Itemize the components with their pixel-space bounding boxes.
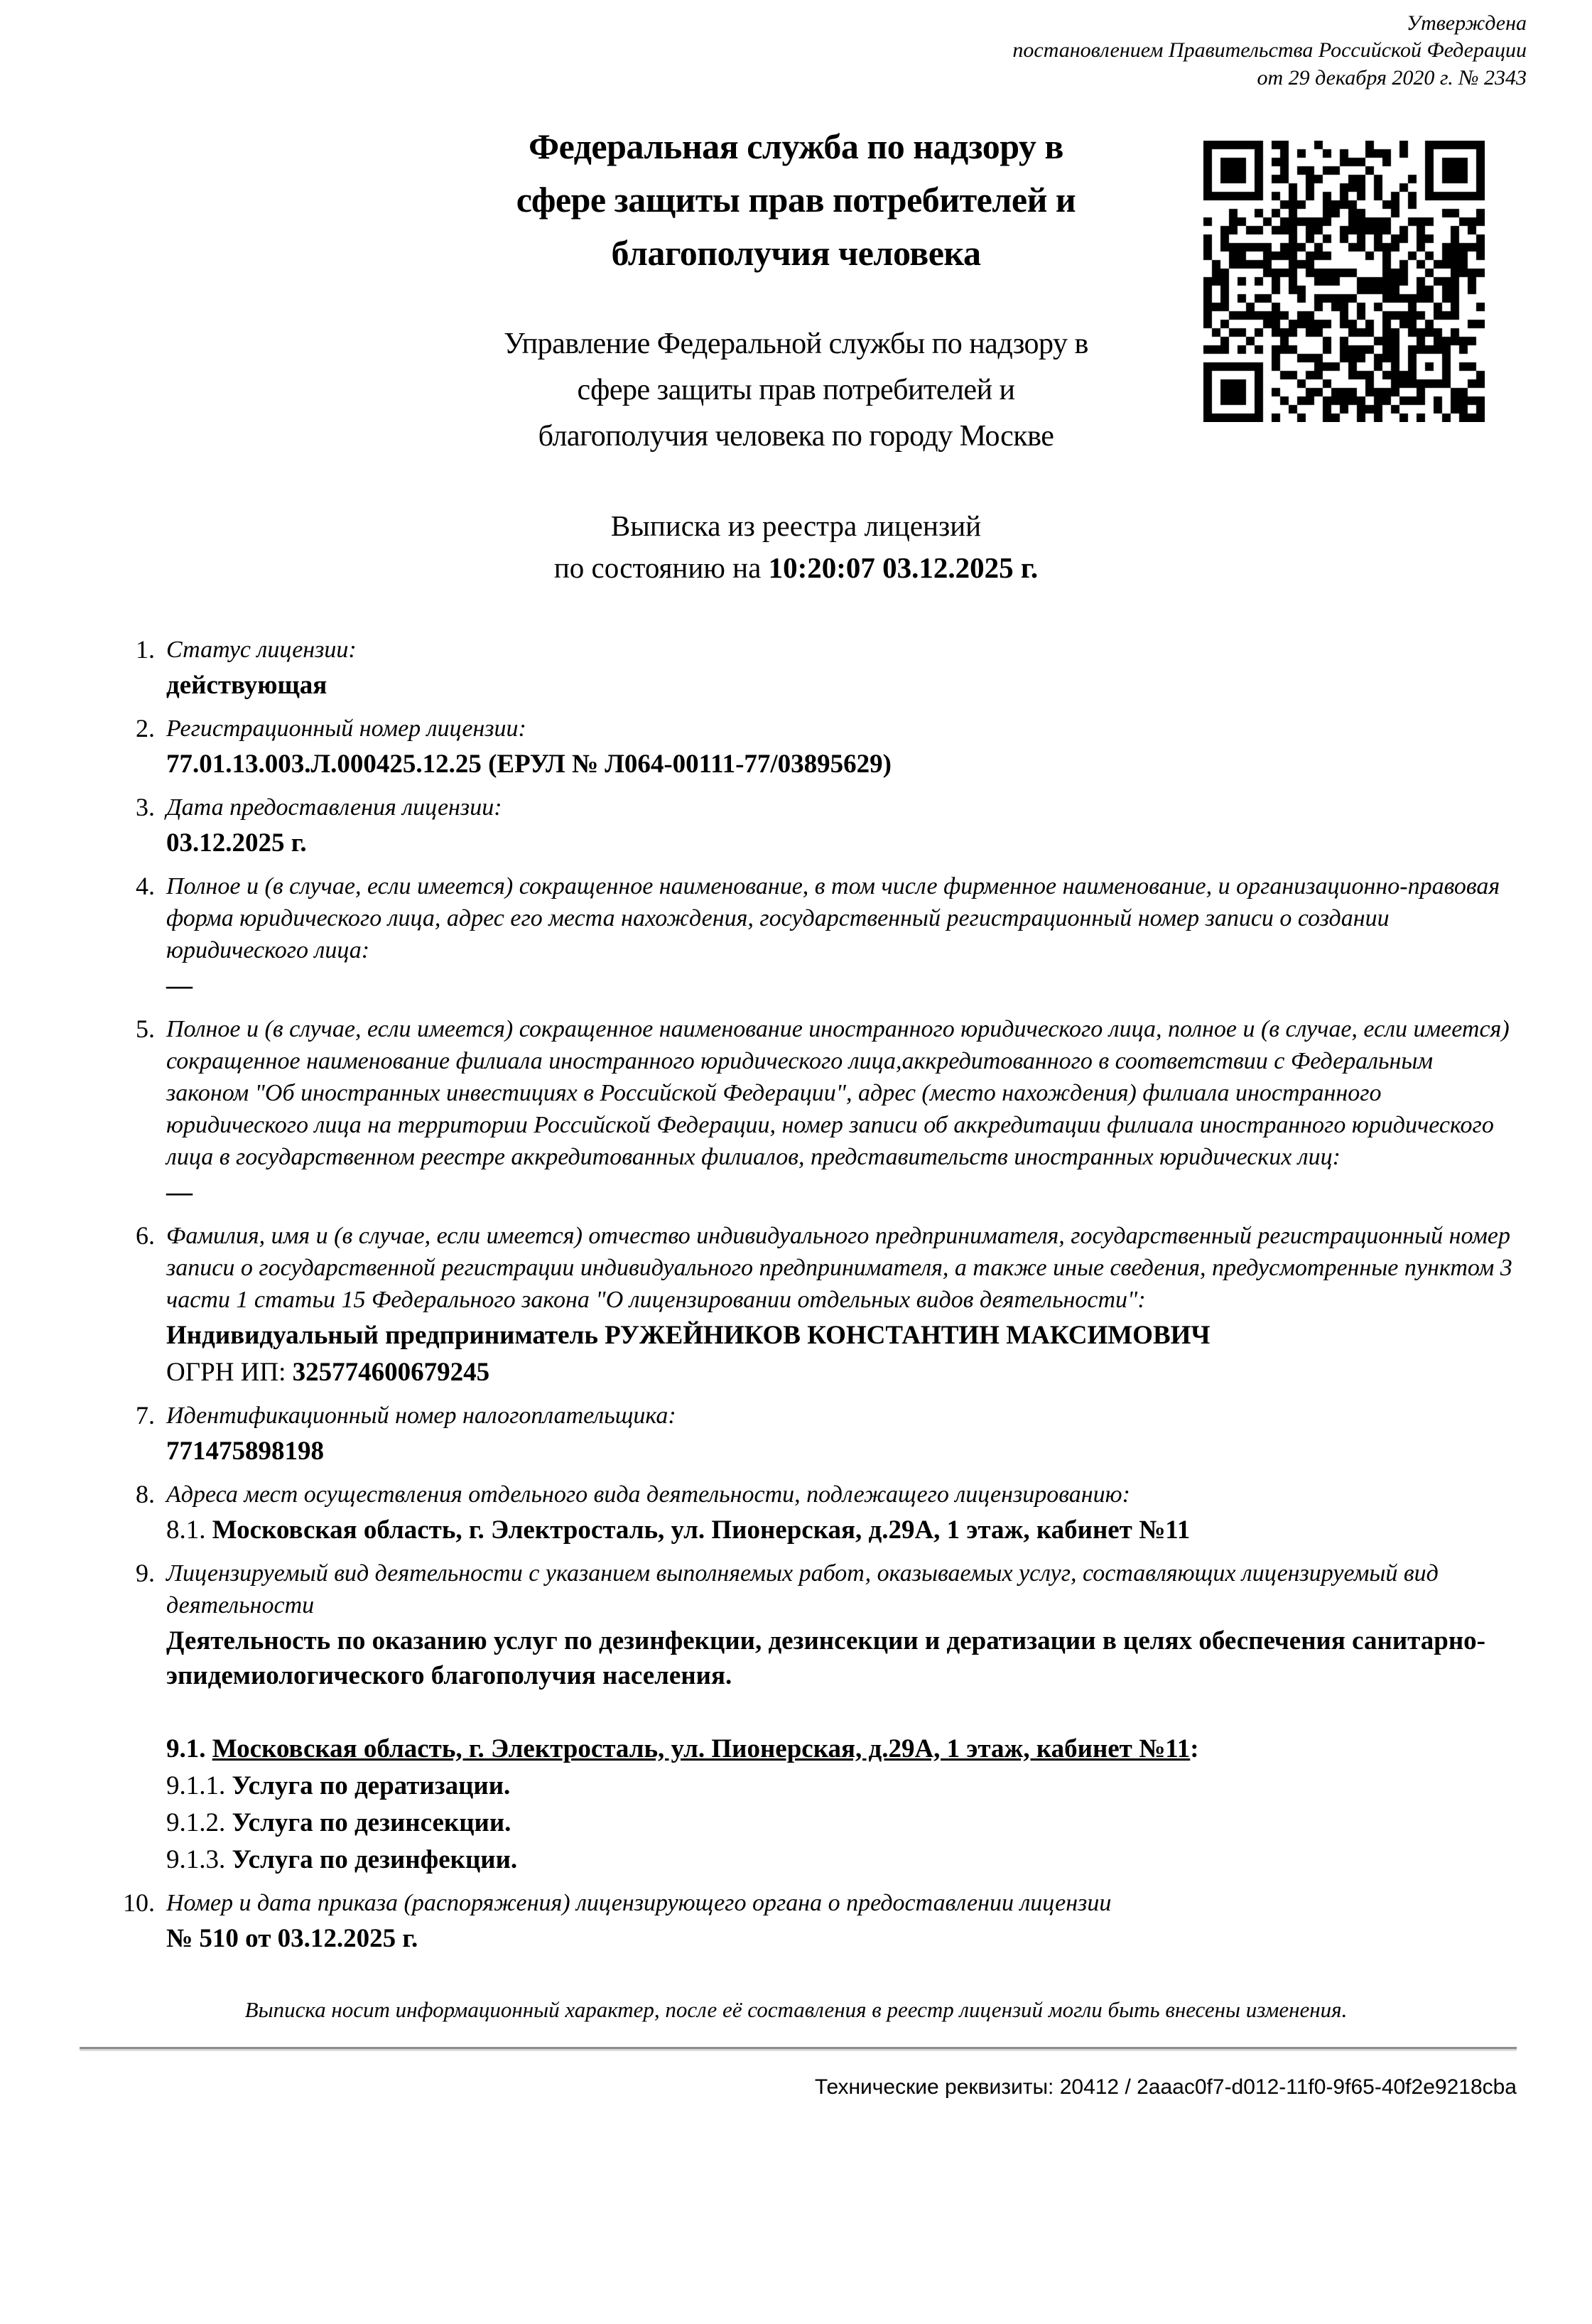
list-item-value xyxy=(166,968,1513,1003)
list-item-label: Фамилия, имя и (в случае, если имеется) отчество индивидуального предпринимателя, государственный регистрационный номер записи о государственной регистрации индивидуального предпринимателя, а также иные сведения, предусмотренные пунктом 3 части 1 статьи 15 Федерального закона "О лицензировании отдельных видов деятельности": xyxy=(166,1222,1512,1313)
list-item-content xyxy=(166,1220,1513,1390)
list-item-content xyxy=(166,1887,1513,1956)
list-item-value xyxy=(166,1513,1513,1547)
list-item-value xyxy=(166,1355,1513,1390)
value-segment: Услуга по дезинсекции. xyxy=(232,1807,511,1837)
list-item-value xyxy=(166,1434,1513,1469)
approval-note-line: от 29 декабря 2020 г. № 2343 xyxy=(1257,65,1527,90)
list-item-label: Полное и (в случае, если имеется) сокращенное наименование иностранного юридического лица, полное и (в случае, если имеется) сокращенное наименование филиала иностранного юридического лица,аккредитованного в соответствии с Федеральным законом "Об иностранных инвестициях в Российской Федерации", адрес (место нахождения) филиала иностранного юридического лица на территории Российской Федерации, номер записи об аккредитации филиала иностранного юридического лица в государственном реестре аккредитованных филиалов, представительств иностранных юридических лиц: xyxy=(166,1015,1510,1170)
value-segment: 8.1. xyxy=(166,1515,212,1545)
value-segment: Индивидуальный предприниматель РУЖЕЙНИКОВ КОНСТАНТИН МАКСИМОВИЧ xyxy=(166,1320,1211,1350)
list-item-number: 6. xyxy=(136,1221,155,1250)
title-date-prefix: по состоянию на xyxy=(553,551,769,584)
list-item xyxy=(98,791,1514,860)
value-segment: 03.12.2025 г. xyxy=(166,828,307,858)
list-item-label: Статус лицензии: xyxy=(166,636,357,663)
value-segment: 77.01.13.003.Л.000425.12.25 (ЕРУЛ № Л064-00111-77/03895629) xyxy=(166,749,892,779)
list-item-content xyxy=(166,634,1513,703)
list-item-value xyxy=(166,1318,1513,1353)
list-item-content xyxy=(166,1400,1513,1469)
list-item-value xyxy=(166,668,1513,703)
list-item xyxy=(98,1887,1514,1956)
agency-department-line: Управление Федеральной службы по надзору в xyxy=(504,328,1088,361)
value-segment: 9.1.2. xyxy=(166,1807,232,1837)
agency-department-line: сфере защиты прав потребителей и xyxy=(577,374,1015,407)
value-segment: Услуга по дератизации. xyxy=(232,1771,511,1800)
list-item-label: Номер и дата приказа (распоряжения) лицензирующего органа о предоставлении лицензии xyxy=(166,1889,1112,1916)
list-item xyxy=(98,1013,1514,1210)
value-segment: 771475898198 xyxy=(166,1436,324,1466)
value-segment: ОГРН ИП: xyxy=(166,1357,293,1387)
list-item-value xyxy=(166,1842,1513,1877)
list-item-number: 8. xyxy=(136,1479,155,1508)
list-item-value xyxy=(166,826,1513,860)
value-segment: Деятельность по оказанию услуг по дезинфекции, дезинсекции и дератизации в целях обеспечения санитарно-эпидемиологического благополучия населения. xyxy=(166,1626,1485,1690)
agency-name-line: Федеральная служба по надзору в xyxy=(529,126,1063,167)
approval-note xyxy=(0,0,1592,92)
approval-note-line: постановлением Правительства Российской Федерации xyxy=(1012,38,1527,63)
list-item xyxy=(98,1400,1514,1469)
value-segment: 9.1. xyxy=(166,1734,212,1763)
agency-name-line: сфере защиты прав потребителей и xyxy=(516,180,1076,220)
list-item xyxy=(98,1220,1514,1390)
list-item-content xyxy=(166,870,1513,1003)
value-segment: № 510 от 03.12.2025 г. xyxy=(166,1923,418,1953)
list-item-content xyxy=(166,1557,1513,1877)
list-item-value xyxy=(166,1175,1513,1210)
list-item-label: Полное и (в случае, если имеется) сокращенное наименование, в том числе фирменное наименование, и организационно-правовая форма юридического лица, адрес его места нахождения, государственный регистрационный номер записи о создании юридического лица: xyxy=(166,872,1500,963)
footer-note: Выписка носит информационный характер, после её составления в реестр лицензий могли быть внесены изменения. xyxy=(244,1996,1348,2022)
value-segment: Московская область, г. Электросталь, ул. Пионерская, д.29А, 1 этаж, кабинет №11 xyxy=(212,1734,1191,1763)
qr-code-icon xyxy=(1203,141,1485,422)
agency-department xyxy=(477,321,1116,460)
value-segment: 9.1.1. xyxy=(166,1771,232,1800)
list-item xyxy=(98,634,1514,703)
value-segment: Московская область, г. Электросталь, ул. Пионерская, д.29А, 1 этаж, кабинет №11 xyxy=(212,1515,1191,1545)
list-item-value xyxy=(166,1768,1513,1803)
value-segment: — xyxy=(166,1177,193,1207)
list-item xyxy=(98,1479,1514,1547)
value-segment: Услуга по дезинфекции. xyxy=(232,1844,518,1874)
list-item-number: 3. xyxy=(136,792,155,821)
list-item-content xyxy=(166,791,1513,860)
value-segment: 9.1.3. xyxy=(166,1844,232,1874)
document-title xyxy=(0,505,1592,588)
list-item-label: Дата предоставления лицензии: xyxy=(166,794,502,821)
agency-name-line: благополучия человека xyxy=(611,233,981,274)
list-item xyxy=(98,713,1514,782)
title-date-value: 10:20:07 03.12.2025 г. xyxy=(768,551,1039,584)
list-item-number: 10. xyxy=(123,1888,155,1917)
value-segment: : xyxy=(1190,1734,1199,1763)
agency-name xyxy=(477,120,1116,280)
list-item-number: 9. xyxy=(136,1558,155,1587)
value-segment: 325774600679245 xyxy=(292,1357,490,1387)
value-segment: действующая xyxy=(166,670,327,700)
list-item-label: Адреса мест осуществления отдельного вида деятельности, подлежащего лицензированию: xyxy=(166,1481,1130,1508)
list-item-value xyxy=(166,1805,1513,1840)
list-item-value xyxy=(166,1921,1513,1956)
list-item-content xyxy=(166,713,1513,782)
license-items-list xyxy=(98,634,1514,1956)
list-item-label: Регистрационный номер лицензии: xyxy=(166,715,526,742)
list-item xyxy=(98,870,1514,1003)
list-item-number: 4. xyxy=(136,871,155,900)
list-item-content xyxy=(166,1479,1513,1547)
list-item-content xyxy=(166,1013,1513,1210)
approval-note-line: Утверждена xyxy=(1406,11,1527,35)
list-item-value xyxy=(166,1731,1513,1766)
list-item-number: 1. xyxy=(136,634,155,664)
document-title-line1: Выписка из реестра лицензий xyxy=(610,509,982,543)
list-item-value xyxy=(166,1623,1513,1693)
list-item-number: 7. xyxy=(136,1400,155,1429)
list-item-value xyxy=(166,747,1513,782)
list-item-number: 5. xyxy=(136,1014,155,1043)
tech-requisites: Технические реквизиты: 20412 / 2aaac0f7-d012-11f0-9f65-40f2e9218cba xyxy=(814,2075,1517,2099)
list-item-label: Идентификационный номер налогоплательщика: xyxy=(166,1402,676,1429)
divider-rule xyxy=(80,2047,1517,2051)
agency-department-line: благополучия человека по городу Москве xyxy=(538,420,1054,453)
document-title-line2 xyxy=(0,547,1592,588)
value-segment: — xyxy=(166,971,193,1000)
list-item xyxy=(98,1557,1514,1877)
list-item-number: 2. xyxy=(136,713,155,742)
list-item-label: Лицензируемый вид деятельности с указанием выполняемых работ, оказываемых услуг, составляющих лицензируемый вид деятельности xyxy=(166,1560,1439,1618)
